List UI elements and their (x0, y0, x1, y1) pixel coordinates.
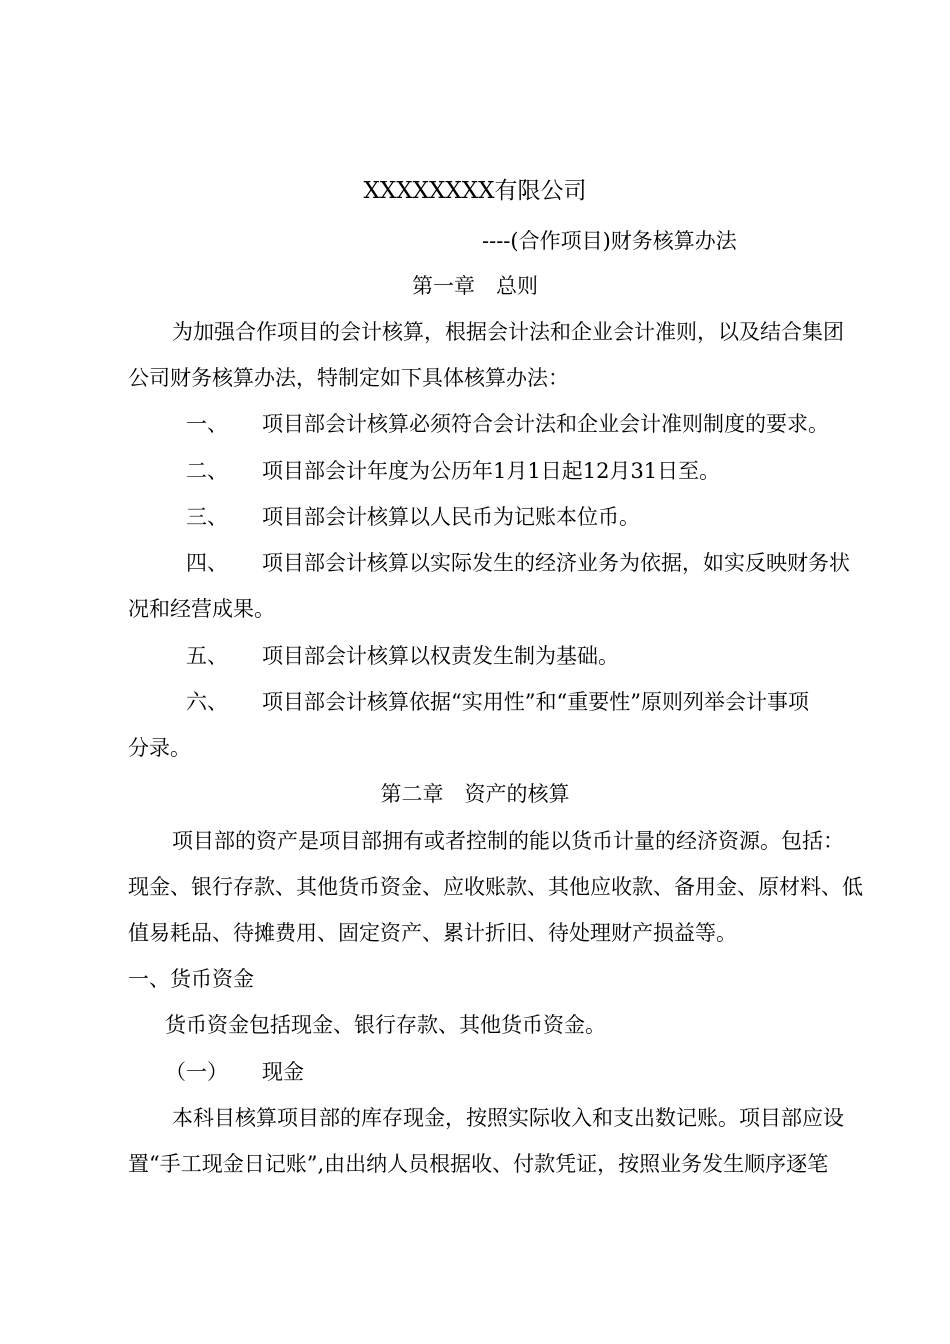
subsection-line2: 置“手工现金日记账”,由出纳人员根据收、付款凭证，按照业务发生顺序逐笔 (128, 1152, 829, 1176)
item-text: 项目部会计年度为公历年1月1日起12月31日至。 (262, 459, 721, 483)
item-number: 四、 (186, 551, 228, 575)
section1-text: 货币资金包括现金、银行存款、其他货币资金。 (165, 1013, 606, 1037)
item-number: 六、 (186, 690, 228, 714)
item-text: 项目部会计核算必须符合会计法和企业会计准则制度的要求。 (262, 412, 829, 436)
chapter2-heading: 第二章 资产的核算 (380, 782, 570, 806)
item-text: 项目部会计核算依据“实用性”和“重要性”原则列举会计事项 (262, 690, 809, 714)
chapter2-intro-line2: 现金、银行存款、其他货币资金、应收账款、其他应收款、备用金、原材料、低 (128, 875, 863, 899)
item-text-continuation: 分录。 (128, 736, 191, 760)
item-number: 三、 (186, 505, 228, 529)
chapter2-intro-line3: 值易耗品、待摊费用、固定资产、累计折旧、待处理财产损益等。 (128, 921, 737, 945)
item-text: 项目部会计核算以实际发生的经济业务为依据，如实反映财务状 (262, 551, 850, 575)
subsection-number: （一） (165, 1060, 228, 1084)
item-text-continuation: 况和经营成果。 (128, 597, 275, 621)
document-title: XXXXXXXX有限公司 (363, 178, 587, 204)
section1-heading: 一、货币资金 (128, 967, 254, 991)
item-text: 项目部会计核算以人民币为记账本位币。 (262, 505, 640, 529)
item-number: 一、 (186, 412, 228, 436)
item-text: 项目部会计核算以权责发生制为基础。 (262, 644, 619, 668)
item-number: 二、 (186, 459, 228, 483)
document-subtitle: ----(合作项目)财务核算办法 (482, 229, 737, 253)
chapter1-heading: 第一章 总则 (412, 274, 538, 298)
item-number: 五、 (186, 644, 228, 668)
chapter1-intro-line1: 为加强合作项目的会计核算，根据会计法和企业会计准则，以及结合集团 (172, 320, 844, 344)
chapter1-intro-line2: 公司财务核算办法，特制定如下具体核算办法： (128, 366, 569, 390)
subsection-line1: 本科目核算项目部的库存现金，按照实际收入和支出数记账。项目部应设 (172, 1106, 844, 1130)
chapter2-intro-line1: 项目部的资产是项目部拥有或者控制的能以货币计量的经济资源。包括： (172, 829, 844, 853)
subsection-title: 现金 (262, 1060, 304, 1084)
